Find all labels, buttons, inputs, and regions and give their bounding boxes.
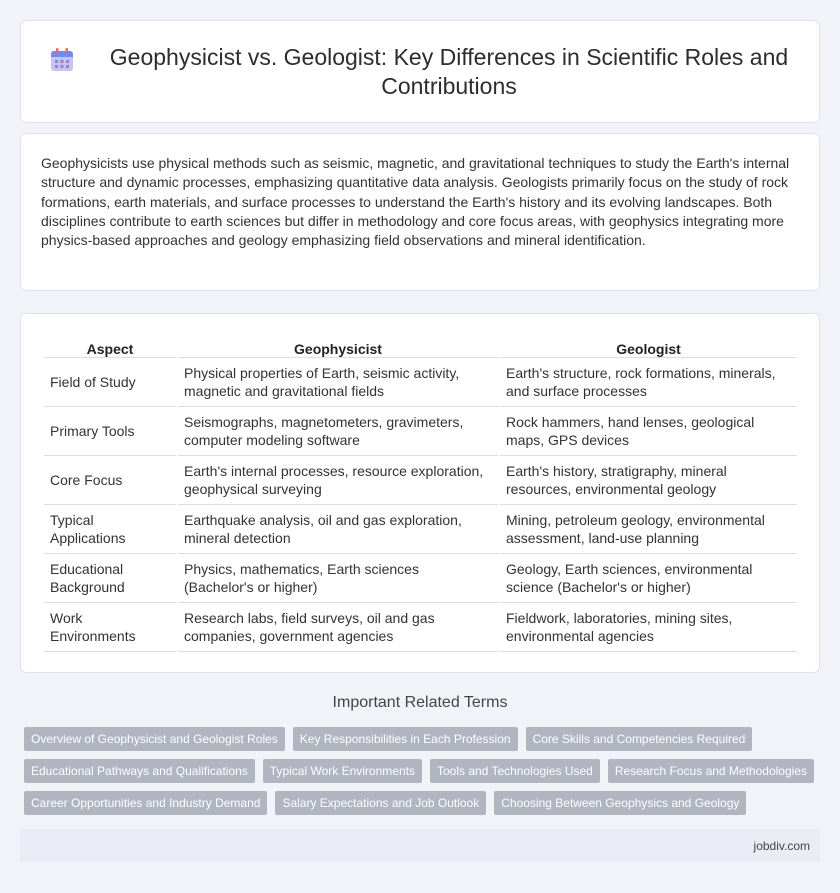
related-tag[interactable]: Research Focus and Methodologies xyxy=(608,759,814,783)
related-terms-title: Important Related Terms xyxy=(332,694,508,711)
table-row xyxy=(44,554,797,603)
related-tag[interactable]: Tools and Technologies Used xyxy=(430,759,600,783)
geophysicist-cell: Earth's internal processes, resource exploration, geophysical surveying xyxy=(178,456,498,505)
table-header-row xyxy=(44,332,797,358)
related-tags-row xyxy=(24,727,752,751)
related-tags-row xyxy=(24,759,814,783)
page-title: Geophysicist vs. Geologist: Key Differences in Scientific Roles and Contributions xyxy=(109,44,789,99)
related-tag[interactable]: Educational Pathways and Qualifications xyxy=(24,759,255,783)
header-geologist: Geologist xyxy=(500,332,797,358)
aspect-cell: Typical Applications xyxy=(44,505,176,554)
related-tag[interactable]: Key Responsibilities in Each Profession xyxy=(293,727,518,751)
aspect-cell: Work Environments xyxy=(44,603,176,652)
intro-paragraph: Geophysicists use physical methods such as seismic, magnetic, and gravitational techniques to study the Earth's internal structure and dynamic processes, emphasizing quantitative data analysis. Geologists primarily focus on the study of rock formations, earth materials, and surface processes to understand the Earth's history and its evolving landscapes. Both disciplines contribute to earth sciences but differ in methodology and core focus areas, with geophysics integrating more physics-based approaches and geology emphasizing field observations and mineral identification. xyxy=(41,155,790,249)
related-tag[interactable]: Core Skills and Competencies Required xyxy=(526,727,753,751)
related-tag[interactable]: Salary Expectations and Job Outlook xyxy=(275,791,486,815)
table-row xyxy=(44,505,797,554)
aspect-cell: Educational Background xyxy=(44,554,176,603)
header-geophysicist: Geophysicist xyxy=(178,332,498,358)
aspect-cell: Primary Tools xyxy=(44,407,176,456)
geologist-cell: Fieldwork, laboratories, mining sites, environmental agencies xyxy=(500,603,797,652)
header-aspect: Aspect xyxy=(44,332,176,358)
geophysicist-cell: Research labs, field surveys, oil and gas companies, government agencies xyxy=(178,603,498,652)
table-row xyxy=(44,358,797,407)
footer-site-link[interactable]: jobdiv.com xyxy=(753,839,810,853)
comparison-table-card xyxy=(20,313,820,673)
related-tag[interactable]: Typical Work Environments xyxy=(263,759,422,783)
table-row xyxy=(44,407,797,456)
title-card xyxy=(20,20,820,123)
aspect-cell: Field of Study xyxy=(44,358,176,407)
geophysicist-cell: Physical properties of Earth, seismic activity, magnetic and gravitational fields xyxy=(178,358,498,407)
geophysicist-cell: Earthquake analysis, oil and gas exploration, mineral detection xyxy=(178,505,498,554)
geologist-cell: Rock hammers, hand lenses, geological maps, GPS devices xyxy=(500,407,797,456)
geologist-cell: Earth's history, stratigraphy, mineral resources, environmental geology xyxy=(500,456,797,505)
table-row xyxy=(44,456,797,505)
related-tags-row xyxy=(24,791,746,815)
related-tag[interactable]: Career Opportunities and Industry Demand xyxy=(24,791,267,815)
calendar-icon xyxy=(49,47,75,73)
comparison-table xyxy=(42,332,799,652)
table-row xyxy=(44,603,797,652)
geophysicist-cell: Physics, mathematics, Earth sciences (Bachelor's or higher) xyxy=(178,554,498,603)
geologist-cell: Mining, petroleum geology, environmental assessment, land-use planning xyxy=(500,505,797,554)
geologist-cell: Earth's structure, rock formations, minerals, and surface processes xyxy=(500,358,797,407)
geophysicist-cell: Seismographs, magnetometers, gravimeters, computer modeling software xyxy=(178,407,498,456)
aspect-cell: Core Focus xyxy=(44,456,176,505)
footer xyxy=(20,829,820,862)
intro-card xyxy=(20,133,820,291)
geologist-cell: Geology, Earth sciences, environmental science (Bachelor's or higher) xyxy=(500,554,797,603)
related-tag[interactable]: Overview of Geophysicist and Geologist Roles xyxy=(24,727,285,751)
related-tag[interactable]: Choosing Between Geophysics and Geology xyxy=(494,791,746,815)
